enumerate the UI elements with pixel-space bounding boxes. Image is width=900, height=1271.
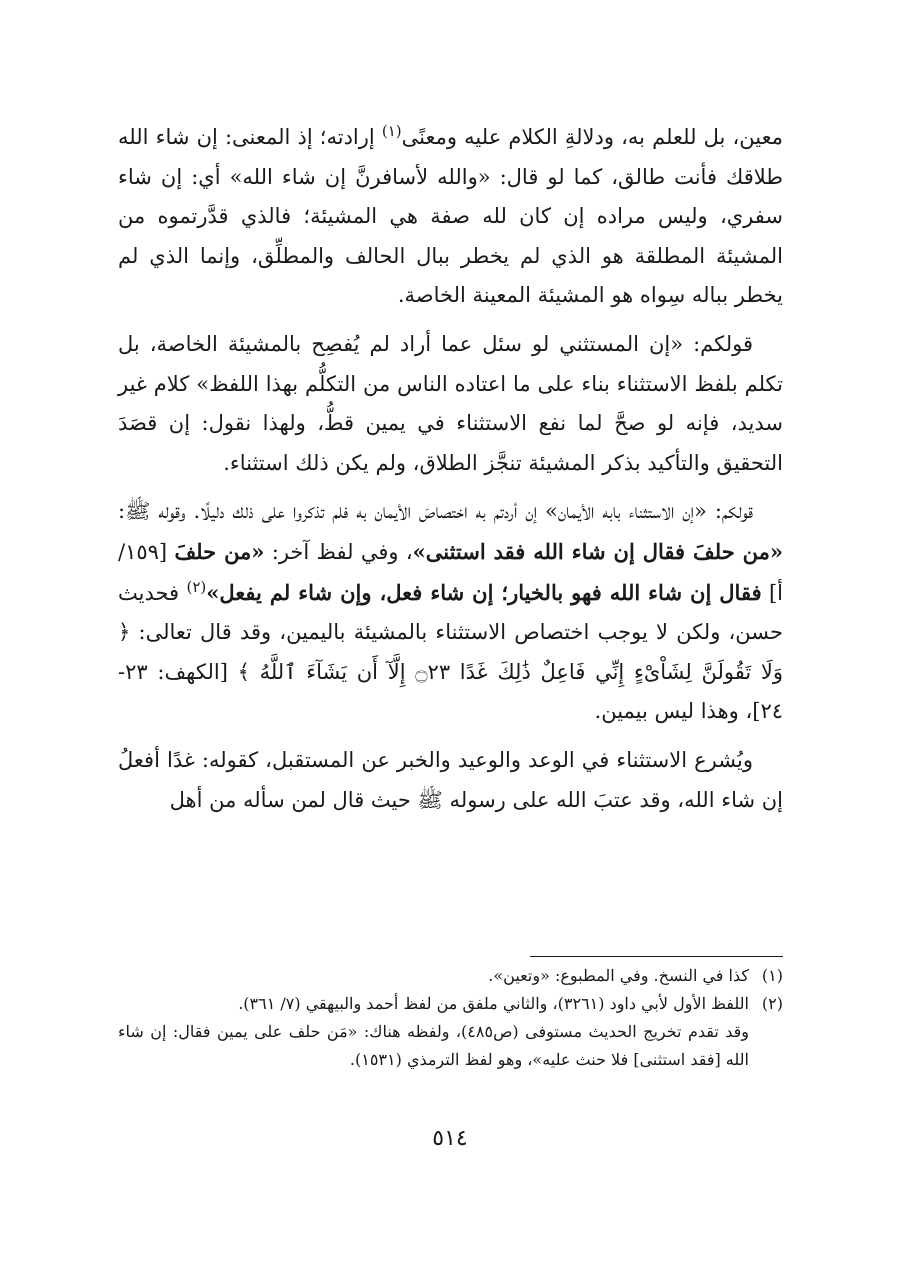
footnote-2-number: (٢)	[761, 994, 783, 1013]
footnote-marker-1[interactable]: (١)	[381, 122, 402, 140]
quran-verse: ﴿ وَلَا تَقُولَنَّ لِشَاْىْءٍ إِنِّي فَاعِلٌ ذَٰلِكَ غَدًا ۝٢٣ إِلَّآ أَن يَشَآءَ ٱللَّهُ ﴾	[118, 620, 784, 684]
main-text	[118, 118, 783, 829]
paragraph-1	[118, 118, 783, 316]
hadith-quote-1: «من حلفَ فقال إن شاء الله فقد استثنى»	[412, 538, 783, 564]
paragraph-1-text-a: معين، بل للعلم به، ودلالةِ الكلام عليه ومعنًى	[401, 125, 783, 149]
paragraph-3-text-a: قولكم: «إن الاستثناء بابه الأيمان» إن أردتم به اختصاصَ الأيمان به فلم تذكروا على ذلك دليلًا. وقوله ﷺ:	[118, 499, 753, 524]
paragraph-4: ويُشرع الاستثناء في الوعد والوعيد والخبر عن المستقبل، كقوله: غدًا أفعلُ إن شاء الله، وقد عتبَ الله على رسوله ﷺ حيث قال لمن سأله من أهل	[118, 747, 783, 812]
page-number: ٥١٤	[432, 1126, 468, 1151]
footnote-1	[118, 962, 783, 990]
paragraph-3-text-b: ، وفي لفظ آخر:	[264, 539, 413, 564]
footnote-2-text: اللفظ الأول لأبي داود (٣٢٦١)، والثاني ملفق من لفظ أحمد والبيهقي (٧/ ٣٦١).	[238, 994, 749, 1013]
footnotes	[118, 962, 783, 1074]
hadith-quote-2-start: «من حلفَ	[174, 538, 265, 564]
paragraph-2: قولكم: «إن المستثني لو سئل عما أراد لم يُفصِح بالمشيئة الخاصة، بل تكلم بلفظ الاستثناء بناء على ما اعتاده الناس من التكلُّم بهذا اللفظ» كلام غير سديد، فإنه لو صحَّ لما نفع الاستثناء في يمين قطُّ، ولهذا نقول: إن قصَدَ التحقيق والتأكيد بذكر المشيئة تنجَّز الطلاق، ولم يكن ذلك استثناء.	[118, 331, 783, 475]
manuscript-folio-ref: [١٥٩/ أ]	[118, 539, 784, 605]
footnote-2	[118, 990, 783, 1018]
footnote-marker-2[interactable]: (٢)	[186, 577, 207, 596]
footnote-1-number: (١)	[761, 966, 783, 985]
paragraph-3-text-d: [الكهف: ٢٣- ٢٤]، وهذا ليس بيمين.	[118, 659, 783, 724]
paragraph-3-text-c: فحديث حسن، ولكن لا يوجب اختصاص الاستثناء بالمشيئة باليمين، وقد قال تعالى:	[118, 580, 783, 645]
footnote-1-text: كذا في النسخ. وفي المطبوع: «وتعين».	[488, 966, 749, 985]
footnote-2-continuation: وقد تقدم تخريج الحديث مستوفى (ص٤٨٥)، ولفظه هناك: «مَن حلف على يمين فقال: إن شاء الله [فقد استثنى] فلا حنث عليه»، وهو لفظ الترمذي (١٥٣١).	[118, 1022, 750, 1069]
footnote-divider	[530, 956, 783, 957]
paragraph-1-text-b: إرادته؛ إذ المعنى: إن شاء الله طلاقك فأنت طالق، كما لو قال: «والله لأسافرنَّ إن شاء الله» أي: إن شاء سفري، وليس مراده إن كان لله صفة هي المشيئة؛ فالذي قدَّرتموه من المشيئة المطلقة هو الذي لم يخطر ببال الحالف والمطلِّق، وإنما الذي لم يخطر بباله سِواه هو المشيئة المعينة الخاصة.	[118, 125, 783, 308]
paragraph-3	[118, 492, 783, 732]
hadith-quote-2-end: فقال إن شاء الله فهو بالخيار؛ إن شاء فعل، وإن شاء لم يفعل»	[206, 579, 762, 605]
